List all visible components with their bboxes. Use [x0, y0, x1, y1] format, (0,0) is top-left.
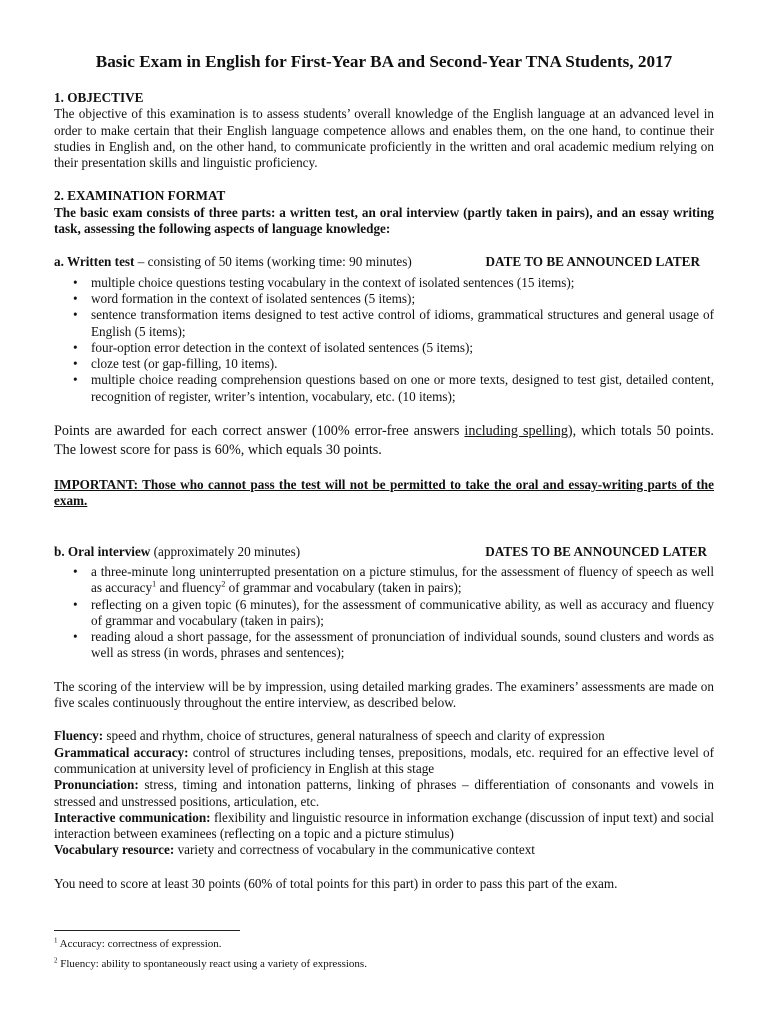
- objective-heading: 1. OBJECTIVE: [54, 90, 144, 105]
- list-item: • sentence transformation items designed to test active control of idioms, grammatical structures and general usage of English (5 items);: [73, 307, 714, 339]
- bullet-icon: •: [73, 307, 78, 323]
- scale-pronunciation: Pronunciation: stress, timing and intonation patterns, linking of phrases – differentiation of consonants and vowels in stressed and unstressed positions, articulation, etc.: [54, 777, 714, 809]
- oral-interview-label: b. Oral interview: [54, 543, 151, 559]
- list-item: • multiple choice reading comprehension questions based on one or more texts, designed to test gist, detailed content, recognition of register, writer’s intention, vocabulary, etc. (10 items);: [73, 372, 714, 404]
- oral-interview-header: [54, 544, 714, 560]
- bullet-icon: •: [73, 274, 78, 290]
- oral-interview-list: [54, 564, 714, 662]
- footnote-divider: [54, 930, 240, 931]
- footnote-ref-1: 1: [152, 579, 157, 589]
- written-test-label: a. Written test: [54, 254, 135, 270]
- written-test-list: [54, 275, 714, 405]
- scale-vocabulary-resource: Vocabulary resource: variety and correctness of vocabulary in the communicative context: [54, 842, 535, 858]
- list-item: • reflecting on a given topic (6 minutes), for the assessment of communicative ability, as well as accuracy and fluency of grammar and vocabulary (taken in pairs);: [73, 596, 714, 628]
- pass-requirement: You need to score at least 30 points (60% of total points for this part) in order to pass this part of the exam.: [54, 875, 618, 891]
- list-item: • word formation in the context of isolated sentences (5 items);: [73, 290, 416, 306]
- bullet-icon: •: [73, 356, 78, 372]
- document-page: [54, 52, 714, 892]
- list-item: • four-option error detection in the context of isolated sentences (5 items);: [73, 339, 474, 355]
- bullet-icon: •: [73, 596, 78, 612]
- oral-interview-date: DATES TO BE ANNOUNCED LATER: [485, 543, 707, 559]
- list-item: • reading aloud a short passage, for the assessment of pronunciation of individual sounds, sound clusters and words as well as stress (in words, phrases and sentences);: [73, 629, 714, 661]
- bullet-icon: •: [73, 290, 78, 306]
- written-test-desc: – consisting of 50 items (working time: 90 minutes): [134, 254, 412, 270]
- footnote-ref-2: 2: [221, 579, 226, 589]
- oral-interview-desc: (approximately 20 minutes): [150, 543, 301, 559]
- footnote-2: $^2$ Fluency: ability to spontaneously react using a variety of expressions.: [54, 956, 367, 970]
- bullet-icon: •: [73, 629, 78, 645]
- assessment-scales: [54, 728, 714, 858]
- format-heading: 2. EXAMINATION FORMAT: [54, 188, 226, 204]
- list-item: • multiple choice questions testing vocabulary in the context of isolated sentences (15 items);: [73, 274, 575, 290]
- bullet-icon: •: [73, 372, 78, 388]
- written-test-date: DATE TO BE ANNOUNCED LATER: [485, 254, 700, 270]
- objective-text: The objective of this examination is to assess students’ overall knowledge of the English language at an advanced level in order to make certain that their English language competence allows and enables them, on the one hand, to continue their studies in English and, on the other hand, to communicate proficiently in the written and oral academic medium relying on their presentation skills and linguistic proficiency.: [54, 106, 714, 171]
- written-test-header: [54, 254, 714, 270]
- points-paragraph: Points are awarded for each correct answer (100% error-free answers including spelling), which totals 50 points. The lowest score for pass is 60%, which equals 30 points.: [54, 423, 714, 459]
- scale-fluency: Fluency: speed and rhythm, choice of structures, general naturalness of speech and clarity of expression: [54, 728, 605, 744]
- important-notice: IMPORTANT: Those who cannot pass the test will not be permitted to take the oral and essay-writing parts of the exam.: [54, 477, 714, 509]
- including-spelling: including spelling: [464, 423, 568, 440]
- scale-interactive-communication: Interactive communication: flexibility and linguistic resource in information exchange (discussion of input text) and social interaction between examinees (reflecting on a topic and a picture stimulus): [54, 809, 714, 842]
- document-title: Basic Exam in English for First-Year BA and Second-Year TNA Students, 2017: [95, 52, 673, 71]
- footnote-1: $^1$ Accuracy: correctness of expression.: [54, 936, 222, 950]
- list-item: • cloze test (or gap-filling, 10 items).: [73, 356, 278, 372]
- scoring-paragraph: The scoring of the interview will be by impression, using detailed marking grades. The examiners’ assessments are made on five scales continuously throughout the entire interview, as described below.: [54, 678, 714, 711]
- list-item: • a three-minute long uninterrupted presentation on a picture stimulus, for the assessment of fluency of speech as well as accuracy$^1$ and fluency$^2$ of grammar and vocabulary (taken in pairs);: [73, 563, 714, 596]
- format-intro: The basic exam consists of three parts: a written test, an oral interview (partly taken in pairs), and an essay writing task, assessing the following aspects of language knowledge:: [54, 204, 714, 237]
- bullet-icon: •: [73, 563, 78, 579]
- bullet-icon: •: [73, 339, 78, 355]
- scale-grammatical-accuracy: Grammatical accuracy: control of structures including tenses, prepositions, modals, etc. required for an effective level of communication at university level of proficiency in English at this stage: [54, 744, 714, 776]
